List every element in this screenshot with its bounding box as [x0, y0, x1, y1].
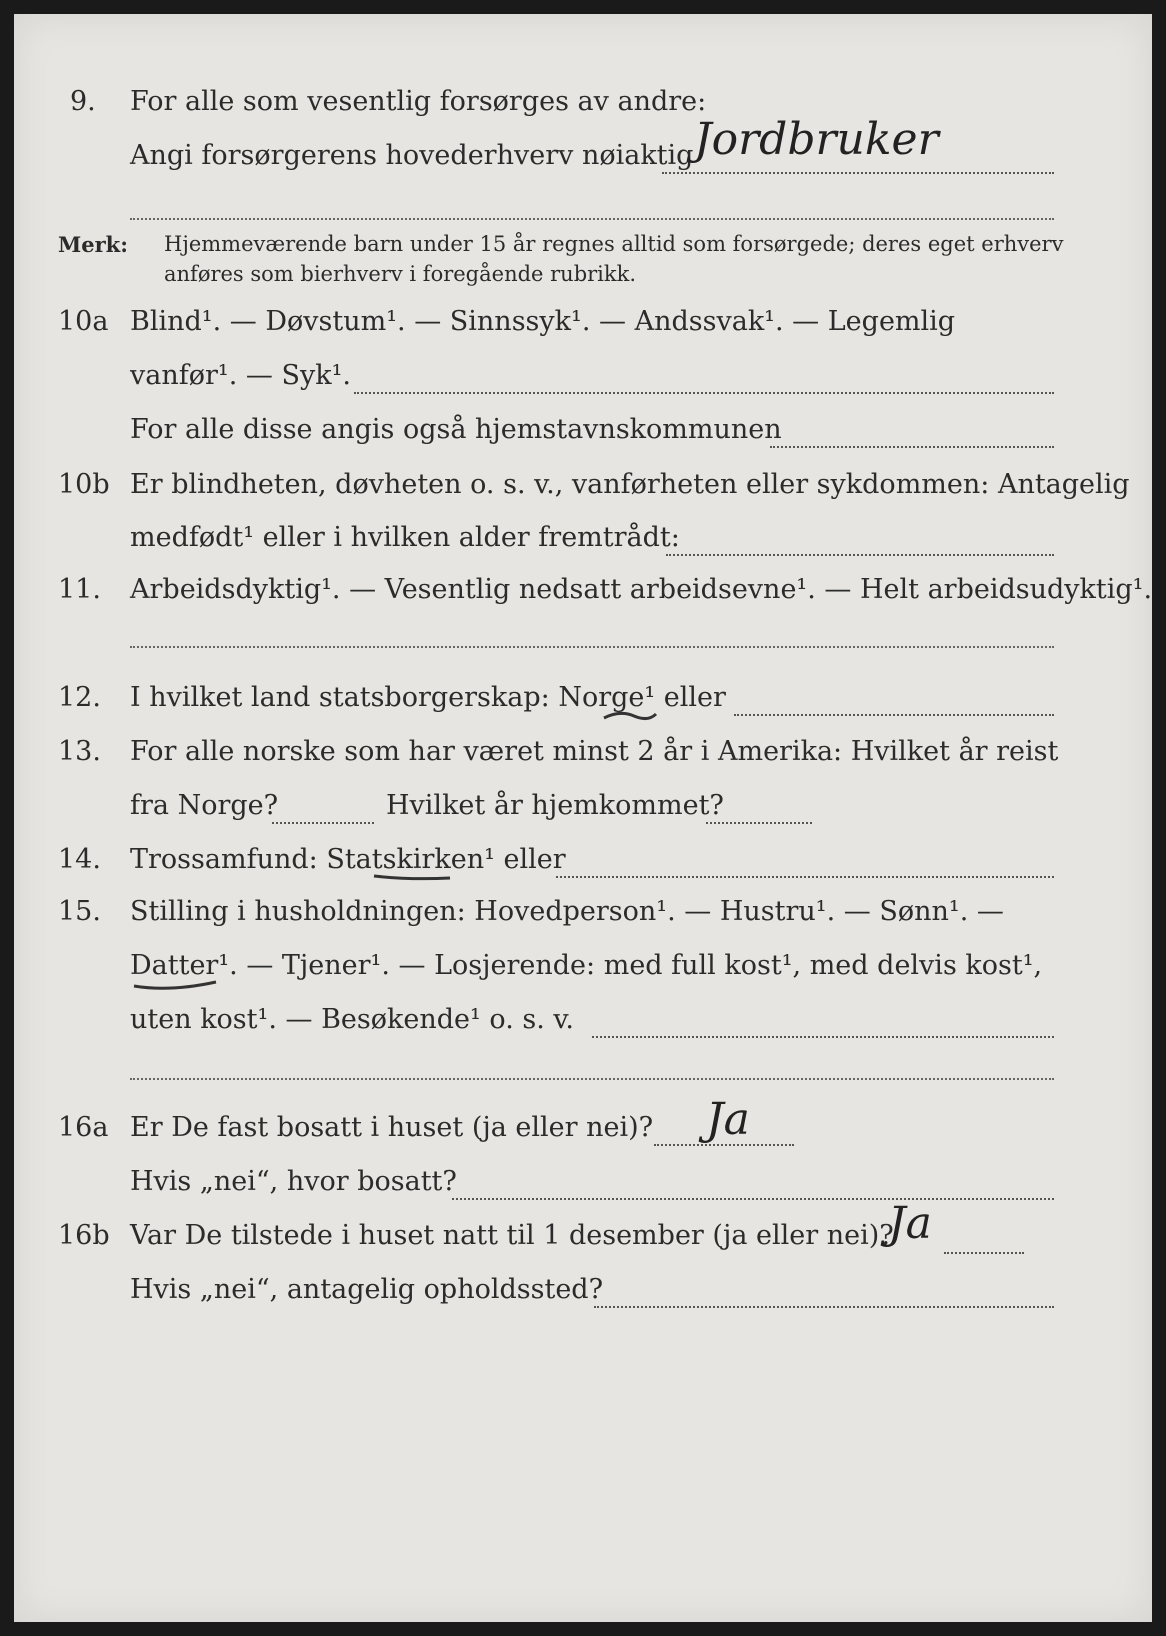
- merk-text-line2: anføres som bierhverv i foregående rubrikk.: [164, 262, 637, 286]
- q13-dotted-line-1: [272, 822, 374, 824]
- merk-text-line1: Hjemmeværende barn under 15 år regnes alltid som forsørgede; deres eget erhverv: [164, 232, 1064, 256]
- q11-line1: Arbeidsdyktig¹. — Vesentlig nedsatt arbeidsevne¹. — Helt arbeidsudyktig¹.: [130, 574, 1153, 605]
- q13-line2b: Hvilket år hjemkommet?: [386, 790, 724, 821]
- q10b-line1: Er blindheten, døvheten o. s. v., vanførheten eller sykdommen: Antagelig: [130, 469, 1130, 500]
- q9-question-line1: For alle som vesentlig forsørges av andre:: [130, 86, 707, 117]
- q15-separator-line: [130, 1078, 1054, 1080]
- q16a-dotted-line-2: [452, 1198, 1054, 1200]
- q11-separator-line: [130, 646, 1054, 648]
- q10a-line2: vanfør¹. — Syk¹.: [130, 360, 351, 391]
- q16a-number: 16a: [58, 1112, 109, 1143]
- q16a-handwritten-answer: Ja: [706, 1094, 750, 1145]
- q10a-line1: Blind¹. — Døvstum¹. — Sinnssyk¹. — Andssvak¹. — Legemlig: [130, 306, 956, 337]
- q16b-handwritten-answer: Ja: [888, 1198, 932, 1249]
- q15-dotted-line: [592, 1036, 1054, 1038]
- q9-question-line2: Angi forsørgerens hovederhverv nøiaktig: [130, 140, 694, 171]
- q12-underline-mark: [600, 702, 660, 726]
- q16b-dotted-line-1: [944, 1252, 1024, 1254]
- q12-line1: I hvilket land statsborgerskap: Norge¹ eller: [130, 682, 726, 713]
- q15-underline-mark: [130, 972, 220, 996]
- q14-underline-mark: [370, 866, 454, 886]
- q16b-line1: Var De tilstede i huset natt til 1 desember (ja eller nei)?: [130, 1220, 894, 1251]
- q12-dotted-line: [734, 714, 1054, 716]
- q14-dotted-line: [556, 876, 1054, 878]
- q13-line2a: fra Norge?: [130, 790, 279, 821]
- q13-dotted-line-2: [706, 822, 812, 824]
- q16a-line1: Er De fast bosatt i huset (ja eller nei)?: [130, 1112, 654, 1143]
- q10b-number: 10b: [58, 469, 110, 500]
- q13-line1: For alle norske som har været minst 2 år i Amerika: Hvilket år reist: [130, 736, 1059, 767]
- q13-number: 13.: [58, 736, 101, 767]
- q11-number: 11.: [58, 574, 101, 605]
- q15-number: 15.: [58, 896, 101, 927]
- q15-line3: uten kost¹. — Besøkende¹ o. s. v.: [130, 1004, 575, 1035]
- q9-number: 9.: [70, 86, 96, 117]
- q10a-dotted-line-1: [354, 392, 1054, 394]
- q9-handwritten-answer: Jordbruker: [694, 114, 939, 165]
- q10a-number: 10a: [58, 306, 109, 337]
- q16b-line2: Hvis „nei“, antagelig opholdssted?: [130, 1274, 604, 1305]
- q16b-dotted-line-2: [594, 1306, 1054, 1308]
- q10a-dotted-line-2: [770, 446, 1054, 448]
- q14-line1: Trossamfund: Statskirken¹ eller: [130, 844, 566, 875]
- merk-label: Merk:: [58, 232, 128, 257]
- q15-line2: Datter¹. — Tjener¹. — Losjerende: med full kost¹, med delvis kost¹,: [130, 950, 1043, 981]
- q9-separator-line: [130, 218, 1054, 220]
- q12-number: 12.: [58, 682, 101, 713]
- q10b-dotted-line: [666, 554, 1054, 556]
- q10b-line2: medfødt¹ eller i hvilken alder fremtrådt:: [130, 522, 680, 553]
- census-form-page: [14, 14, 1152, 1622]
- q15-line1: Stilling i husholdningen: Hovedperson¹. — Hustru¹. — Sønn¹. —: [130, 896, 1004, 927]
- q16a-line2: Hvis „nei“, hvor bosatt?: [130, 1166, 457, 1197]
- q14-number: 14.: [58, 844, 101, 875]
- q16b-number: 16b: [58, 1220, 110, 1251]
- q10a-line3: For alle disse angis også hjemstavnskommunen: [130, 414, 782, 445]
- q9-answer-dotted-line: [662, 172, 1054, 174]
